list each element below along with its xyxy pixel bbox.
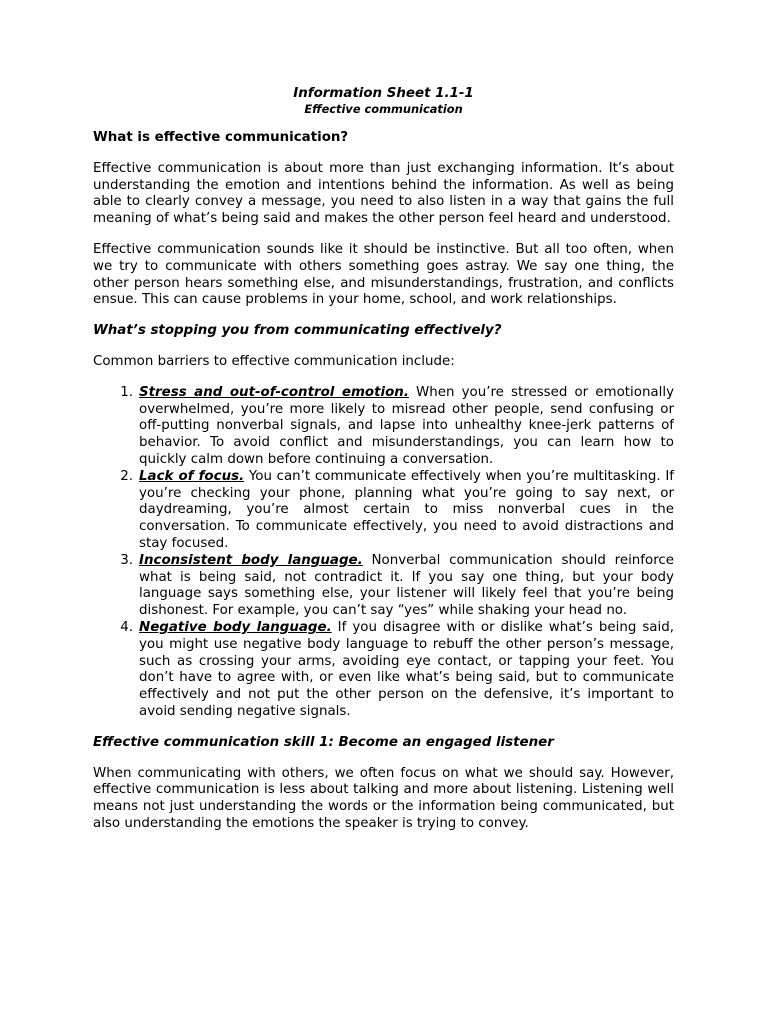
- list-number: 3.: [120, 552, 133, 568]
- list-item-text: If you disagree with or dislike what’s being said, you might use negative body language to rebuff the other person’s message, such as crossing your arms, avoiding eye contact, or tapping your feet. You don’t have to agree with, or even like what’s being said, but to communicate effectively and not put the other person on the defensive, it’s important to avoid sending negative signals.: [139, 619, 674, 719]
- section-heading-barriers: What’s stopping you from communicating effectively?: [93, 323, 502, 339]
- list-item-text: When you’re stressed or emotionally overwhelmed, you’re more likely to misread other people, send confusing or off-putting nonverbal signals, and lapse into unhealthy knee-jerk patterns of behavior. To avoid conflict and misunderstandings, you can learn how to quickly calm down before continuing a conversation.: [139, 384, 674, 467]
- paragraph: Effective communication sounds like it should be instinctive. But all too often, when we try to communicate with others something goes astray. We say one thing, the other person hears something else, and misunderstandings, frustration, and conflicts ensue. This can cause problems in your home, school, and work relationships.: [93, 241, 674, 308]
- list-item: [120, 552, 675, 620]
- document-title: Information Sheet 1.1-1: [293, 86, 474, 101]
- paragraph-intro: Common barriers to effective communication include:: [93, 353, 455, 369]
- list-item-term: Stress and out-of-control emotion.: [139, 384, 409, 400]
- list-item-term: Lack of focus.: [139, 468, 245, 484]
- list-number: 4.: [120, 619, 133, 635]
- list-number: 1.: [120, 384, 133, 400]
- list-number: 2.: [120, 468, 133, 484]
- list-item-term: Negative body language.: [139, 619, 332, 635]
- list-item-text: Nonverbal communication should reinforce what is being said, not contradict it. If you say one thing, but your body language says something else, your listener will likely feel that you’re being dishonest. For example, you can’t say “yes” while shaking your head no.: [139, 552, 675, 619]
- list-item: [120, 619, 674, 721]
- list-item: [120, 468, 674, 553]
- section-heading-skill-1: Effective communication skill 1: Become an engaged listener: [93, 734, 554, 750]
- list-item: [120, 384, 674, 469]
- barriers-list: [93, 385, 674, 721]
- document-subtitle: Effective communication: [304, 102, 463, 116]
- section-heading-what-is: What is effective communication?: [93, 130, 349, 145]
- paragraph: Effective communication is about more than just exchanging information. It’s about understanding the emotion and intentions behind the information. As well as being able to clearly convey a message, you need to also listen in a way that gains the full meaning of what’s being said and makes the other person feel heard and understood.: [93, 160, 674, 227]
- paragraph: When communicating with others, we often focus on what we should say. However, effective communication is less about talking and more about listening. Listening well means not just understanding the words or the information being communicated, but also understanding the emotions the speaker is trying to convey.: [93, 765, 674, 831]
- list-item-term: Inconsistent body language.: [139, 552, 363, 568]
- list-item-text: You can’t communicate effectively when you’re multitasking. If you’re checking your phone, planning what you’re going to say next, or daydreaming, you’re almost certain to miss nonverbal cues in the conversation. To communicate effectively, you need to avoid distractions and stay focused.: [139, 468, 674, 551]
- document-page: [93, 86, 674, 847]
